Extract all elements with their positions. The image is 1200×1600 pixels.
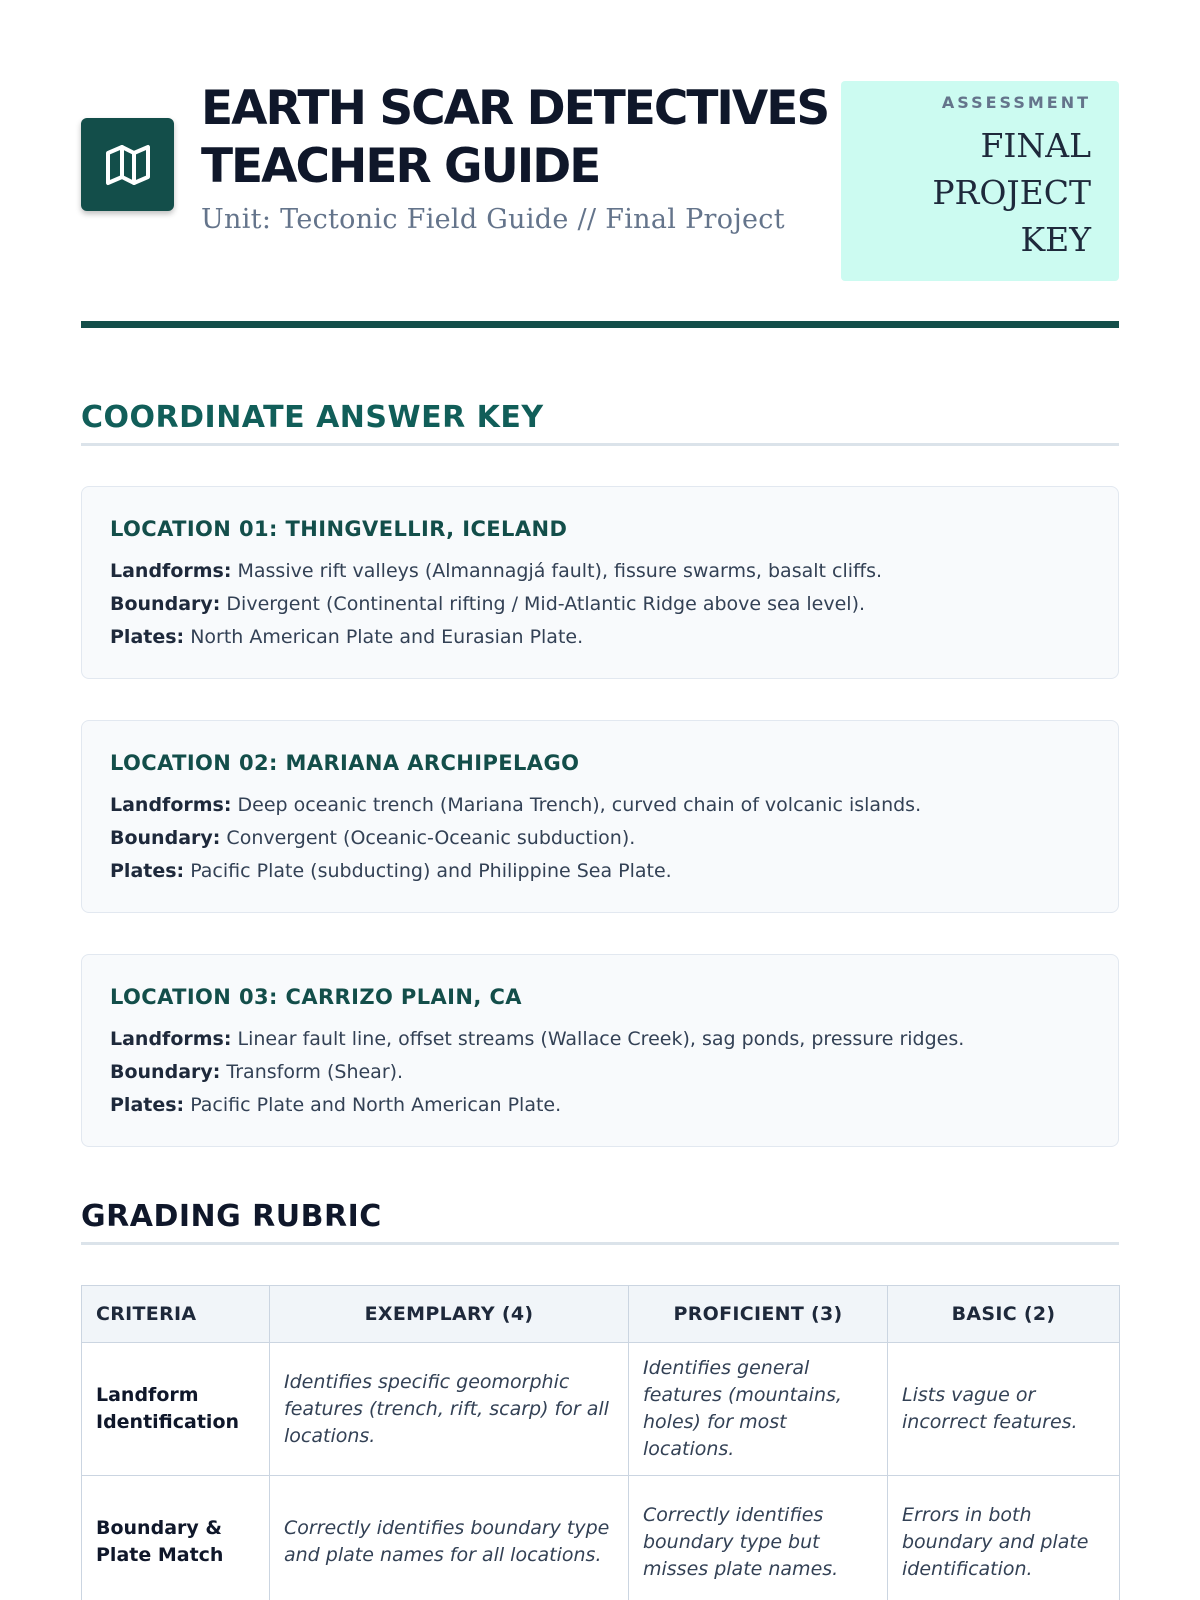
- answer-key-heading: COORDINATE ANSWER KEY: [81, 400, 1119, 446]
- field-value: Pacific Plate (subducting) and Philippine Sea Plate.: [190, 860, 672, 882]
- criteria-cell: Landform Identification: [82, 1343, 270, 1476]
- field-label: Plates:: [110, 1094, 185, 1116]
- landforms-line: [110, 1023, 1090, 1056]
- field-value: Massive rift valleys (Almannagjá fault), fissure swarms, basalt cliffs.: [237, 560, 883, 582]
- column-header-basic: BASIC (2): [888, 1286, 1120, 1343]
- field-value: Transform (Shear).: [226, 1061, 404, 1083]
- landforms-line: [110, 789, 1090, 822]
- map-icon: [104, 141, 152, 189]
- page-title: [201, 80, 828, 196]
- field-label: Boundary:: [110, 827, 221, 849]
- landforms-line: [110, 555, 1090, 588]
- badge-label: ASSESSMENT: [941, 93, 1091, 112]
- boundary-line: [110, 588, 1090, 621]
- badge-value: [841, 122, 1091, 263]
- criteria-cell: Boundary & Plate Match: [82, 1476, 270, 1600]
- plates-line: [110, 621, 1090, 654]
- proficient-cell: Identifies general features (mountains, holes) for most locations.: [629, 1343, 888, 1476]
- field-label: Plates:: [110, 860, 185, 882]
- proficient-cell: Correctly identifies boundary type but misses plate names.: [629, 1476, 888, 1600]
- basic-cell: Errors in both boundary and plate identification.: [888, 1476, 1120, 1600]
- column-header-criteria: CRITERIA: [82, 1286, 270, 1343]
- rubric-heading: GRADING RUBRIC: [81, 1199, 1119, 1245]
- exemplary-cell: Correctly identifies boundary type and plate names for all locations.: [270, 1476, 629, 1600]
- boundary-line: [110, 1056, 1090, 1089]
- field-label: Landforms:: [110, 794, 232, 816]
- assessment-badge: [841, 81, 1119, 281]
- logo: [81, 118, 174, 211]
- field-label: Plates:: [110, 626, 185, 648]
- badge-value-line: KEY: [1020, 220, 1091, 259]
- page-subtitle: Unit: Tectonic Field Guide // Final Project: [201, 204, 785, 235]
- field-value: Deep oceanic trench (Mariana Trench), curved chain of volcanic islands.: [237, 794, 922, 816]
- table-row: [82, 1343, 1120, 1476]
- badge-value-line: FINAL: [980, 126, 1091, 165]
- basic-cell: Lists vague or incorrect features.: [888, 1343, 1120, 1476]
- location-card: [81, 954, 1119, 1147]
- field-label: Landforms:: [110, 560, 232, 582]
- boundary-line: [110, 822, 1090, 855]
- title-line-2: TEACHER GUIDE: [201, 139, 600, 194]
- column-header-exemplary: EXEMPLARY (4): [270, 1286, 629, 1343]
- field-label: Landforms:: [110, 1028, 232, 1050]
- field-value: Linear fault line, offset streams (Wallace Creek), sag ponds, pressure ridges.: [237, 1028, 965, 1050]
- field-value: Pacific Plate and North American Plate.: [190, 1094, 562, 1116]
- location-title: LOCATION 02: MARIANA ARCHIPELAGO: [110, 751, 580, 775]
- field-label: Boundary:: [110, 1061, 221, 1083]
- column-header-proficient: PROFICIENT (3): [629, 1286, 888, 1343]
- badge-value-line: PROJECT: [932, 173, 1091, 212]
- page-header: [81, 0, 1119, 328]
- table-row: [82, 1476, 1120, 1600]
- plates-line: [110, 855, 1090, 888]
- location-card: [81, 720, 1119, 913]
- title-line-1: EARTH SCAR DETECTIVES: [201, 81, 829, 136]
- field-value: North American Plate and Eurasian Plate.: [190, 626, 584, 648]
- location-title: LOCATION 03: CARRIZO PLAIN, CA: [110, 985, 522, 1009]
- exemplary-cell: Identifies specific geomorphic features (trench, rift, scarp) for all locations.: [270, 1343, 629, 1476]
- field-label: Boundary:: [110, 593, 221, 615]
- plates-line: [110, 1089, 1090, 1122]
- location-title: LOCATION 01: THINGVELLIR, ICELAND: [110, 517, 568, 541]
- rubric-table: [81, 1285, 1120, 1600]
- field-value: Divergent (Continental rifting / Mid-Atlantic Ridge above sea level).: [226, 593, 866, 615]
- rubric-header-row: [82, 1286, 1120, 1343]
- field-value: Convergent (Oceanic-Oceanic subduction).: [226, 827, 636, 849]
- header-divider: [81, 321, 1119, 328]
- location-card: [81, 486, 1119, 679]
